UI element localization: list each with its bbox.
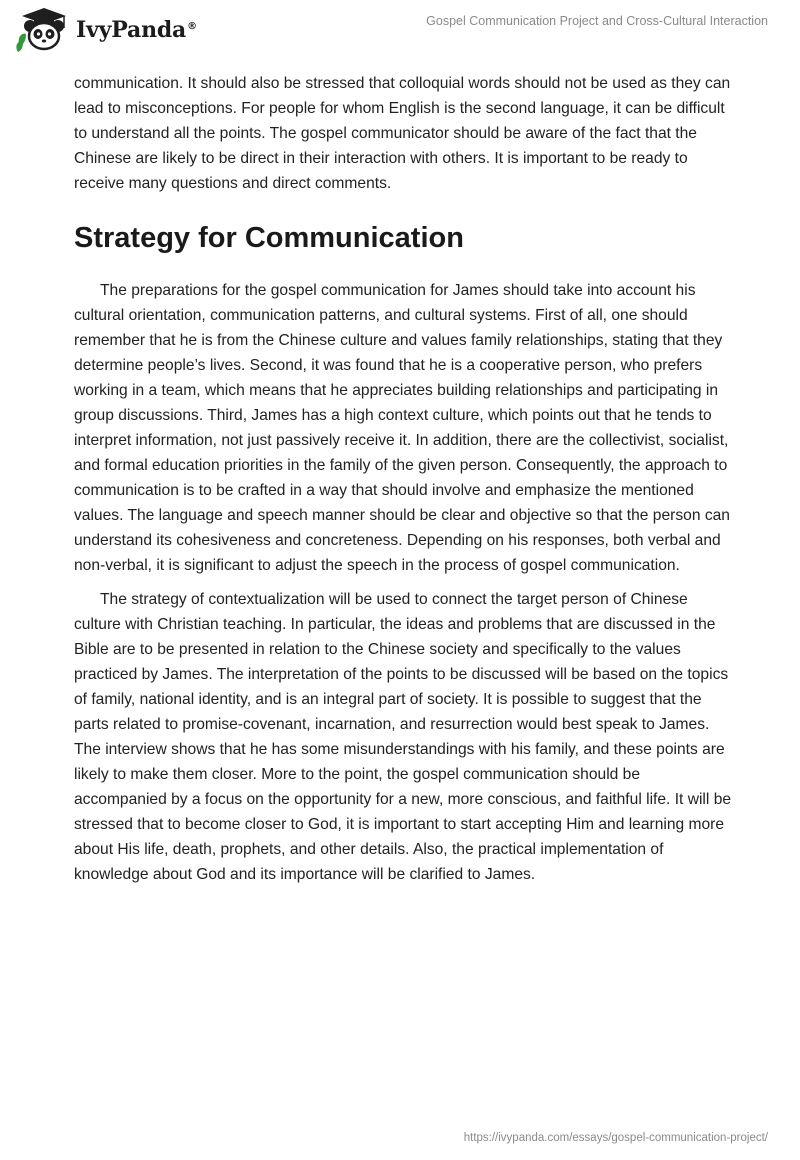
document-title: Gospel Communication Project and Cross-Cultural Interaction <box>426 14 768 28</box>
brand-name: IvyPanda® <box>76 17 197 43</box>
continued-paragraph: communication. It should also be stressed that colloquial words should not be used as they can lead to misconceptions. For people for whom English is the second language, it can be difficult to understand all the points. The gospel communicator should be aware of the fact that the Chinese are likely to be direct in their interaction with others. It is important to be ready to receive many questions and direct comments. <box>74 75 731 192</box>
section-heading: Strategy for Communication <box>74 222 464 254</box>
page-header <box>0 0 800 70</box>
essay-content <box>74 71 734 887</box>
source-url[interactable]: https://ivypanda.com/essays/gospel-communication-project/ <box>463 1132 768 1144</box>
panda-graduate-icon <box>14 6 72 54</box>
registered-mark: ® <box>187 20 197 32</box>
paragraph: The preparations for the gospel communication for James should take into account his cultural orientation, communication patterns, and cultural systems. First of all, one should remember that he is from the Chinese culture and values family relationships, stating that they determine people’s lives. Second, it was found that he is a cooperative person, who prefers working in a team, which means that he appreciates building relationships and participating in group discussions. Third, James has a high context culture, which points out that he tends to interpret information, not just passively receive it. In addition, there are the collectivist, socialist, and formal education priorities in the family of the given person. Consequently, the approach to communication is to be crafted in a way that should involve and emphasize the mentioned values. The language and speech manner should be clear and objective so that the person can understand its cohesiveness and concreteness. Depending on his responses, both verbal and non-verbal, it is significant to adjust the speech in the process of gospel communication. <box>74 282 730 574</box>
paragraph: The strategy of contextualization will be used to connect the target person of Chinese culture with Christian teaching. In particular, the ideas and problems that are discussed in the Bible are to be presented in relation to the Chinese society and specifically to the values practiced by James. The interpretation of the points to be discussed will be based on the topics of family, national identity, and is an integral part of society. It is possible to suggest that the parts related to promise-covenant, incarnation, and resurrection would best speak to James. The interview shows that he has some misunderstandings with his family, and these points are likely to make them closer. More to the point, the gospel communication should be accompanied by a focus on the opportunity for a new, more conscious, and faithful life. It will be stressed that to become closer to God, it is important to start accepting Him and learning more about His life, death, prophets, and other details. Also, the practical implementation of knowledge about God and its importance will be clarified to James. <box>74 591 732 883</box>
ivypanda-logo[interactable] <box>14 6 197 54</box>
